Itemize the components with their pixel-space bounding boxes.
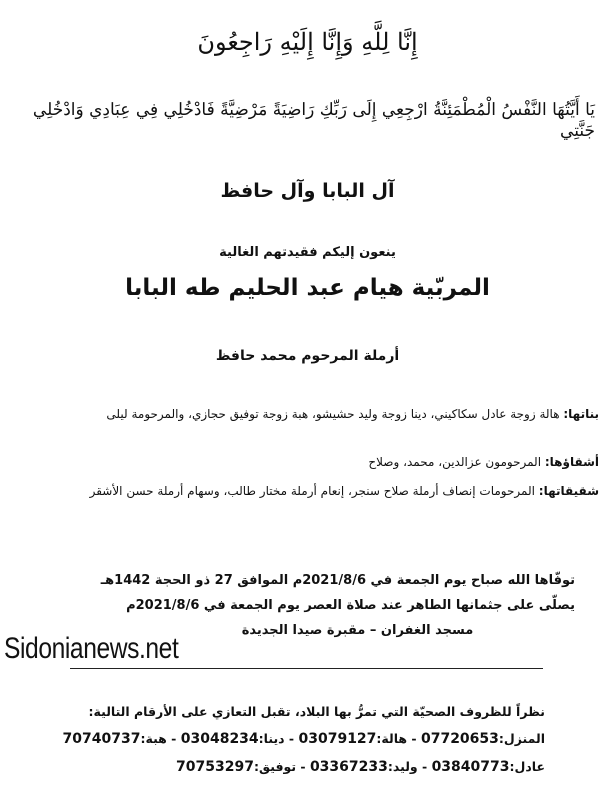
contact-number: 03048234: [180, 731, 259, 747]
verse-opening: إِنَّا لِلَّهِ وَإِنَّا إِلَيْهِ رَاجِعُونَ: [197, 28, 418, 56]
death-date-line: توفّاها الله صباح يوم الجمعة في 2021/8/6م الموافق 27 ذو الحجة 1442هـ: [100, 573, 575, 588]
condolence-note: نظراً للظروف الصحيّة التي تمرُّ بها البلاد، تقبل التعازي على الأرقام التالية:: [88, 704, 545, 719]
contact-label: - هبة:: [140, 731, 177, 746]
contact-label: - توفيق:: [253, 759, 306, 774]
contact-label: - وليد:: [387, 759, 428, 774]
contact-number: 70740737: [62, 731, 141, 747]
contact-number: 70753297: [176, 759, 254, 775]
contact-number: 03367233: [309, 759, 388, 775]
divider-line: [70, 668, 543, 669]
contact-label: - هالة:: [376, 731, 417, 746]
prayer-line: يصلّى على جثمانها الطاهر عند صلاة العصر يوم الجمعة في 2021/8/6م: [126, 598, 575, 613]
brothers-text: المرحومون عزالدين، محمد، وصلاح: [368, 455, 545, 469]
contact-number: 03079127: [298, 731, 377, 747]
contacts-line-1: [30, 731, 545, 747]
deceased-name: المربّية هيام عبد الحليم طه البابا: [125, 275, 490, 301]
contact-label: عادل:: [509, 759, 545, 774]
contact-label: المنزل:: [498, 731, 545, 746]
contact-number: 07720653: [420, 731, 499, 747]
contact-label: - دينا:: [258, 731, 295, 746]
sisters-text: المرحومات إنصاف أرملة صلاح سنجر، إنعام أرملة مختار طالب، وسهام أرملة حسن الأشقر: [89, 484, 539, 498]
daughters-label: بناتها:: [563, 407, 599, 421]
contact-number: 03840773: [431, 759, 510, 775]
brothers-label: أشقاؤها:: [544, 455, 599, 469]
brothers-paragraph: [16, 451, 599, 474]
daughters-paragraph: [16, 403, 599, 426]
sisters-paragraph: [16, 480, 599, 503]
burial-place-line: مسجد الغفران – مقبرة صيدا الجديدة: [241, 623, 474, 638]
daughters-text: هالة زوجة عادل سكاكيني، دينا زوجة وليد حشيشو، هبة زوجة توفيق حجازي، والمرحومة ليلى: [106, 407, 564, 421]
widow-of-text: أرملة المرحوم محمد حافظ: [215, 348, 400, 364]
families-heading: آل البابا وآل حافظ: [220, 180, 395, 202]
contacts-line-2: [30, 759, 545, 775]
sisters-label: شقيقاتها:: [538, 484, 599, 498]
site-watermark: Sidonianews.net: [4, 632, 179, 665]
quran-verse: يَا أَيَّتُهَا النَّفْسُ الْمُطْمَئِنَّةُ ارْجِعِي إِلَى رَبِّكِ رَاضِيَةً مَرْضِيَّةً فَادْخُلِي فِي عِبَادِي وَادْخُلِي جَنَّتِي: [32, 100, 595, 141]
death-info: [100, 568, 575, 643]
announcement-text: ينعون إليكم فقيدتهم الغالية: [219, 245, 396, 260]
